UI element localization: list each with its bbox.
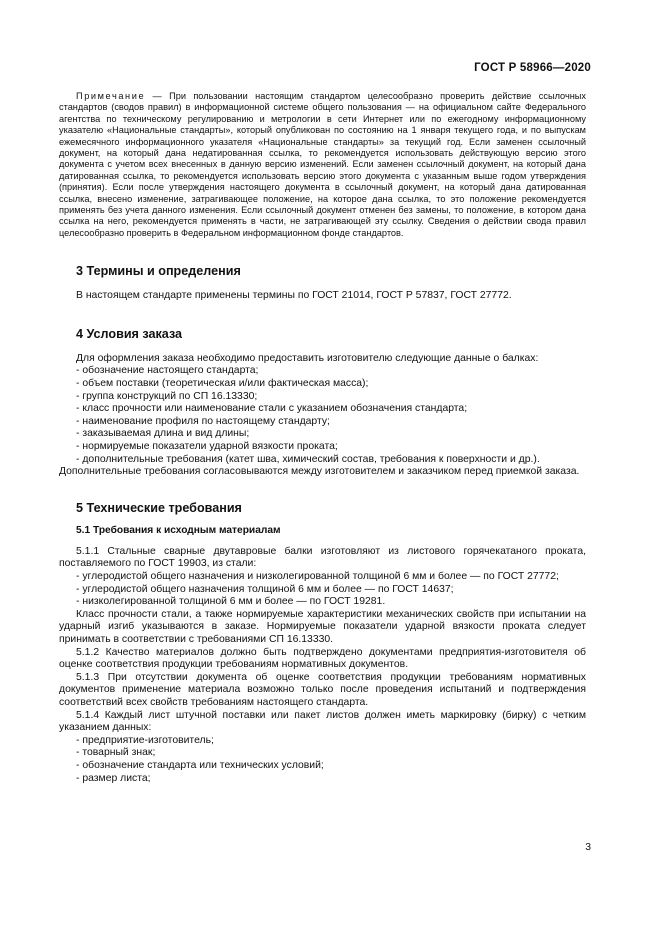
list-item: - нормируемые показатели ударной вязкости проката; <box>76 441 338 453</box>
section-4-intro: Для оформления заказа необходимо предоставить изготовителю следующие данные о балках: <box>76 352 539 364</box>
list-item: - дополнительные требования (катет шва, химический состав, требования к поверхности и др.). <box>76 453 540 465</box>
page-content <box>59 91 586 785</box>
section-3-text: В настоящем стандарте применены термины по ГОСТ 21014, ГОСТ Р 57837, ГОСТ 27772. <box>76 290 512 302</box>
document-code: ГОСТ Р 58966—2020 <box>474 62 591 74</box>
list-item: - обозначение настоящего стандарта; <box>76 365 259 377</box>
paragraph-5-1-2: 5.1.2 Качество материалов должно быть подтверждено документами предприятия-изготовителя об оценке соответствия продукции требованиям нормативных документов. <box>59 646 586 671</box>
list-item: - класс прочности или наименование стали с указанием обозначения стандарта; <box>76 403 468 415</box>
list-item: - углеродистой общего назначения и низколегированной толщиной 6 мм и более — по ГОСТ 27772; <box>76 571 559 582</box>
section-3-title: 3 Термины и определения <box>76 264 241 279</box>
paragraph-5-1-3: 5.1.3 При отсутствии документа об оценке соответствия продукции требованиям нормативных документов применение материала возможно только после проведения испытаний и подтверждения соответствий всех свойств требованиям настоящего стандарта. <box>59 671 586 708</box>
list-item: - размер листа; <box>76 772 151 784</box>
subsection-5-1-title: 5.1 Требования к исходным материалам <box>76 524 281 536</box>
list-item: - обозначение стандарта или технических условий; <box>76 759 324 771</box>
list-item: - низколегированной толщиной 6 мм и более — по ГОСТ 19281. <box>76 596 386 608</box>
section-4-title: 4 Условия заказа <box>76 326 183 341</box>
list-item: - предприятие-изготовитель; <box>76 734 214 746</box>
paragraph-5-1-1: 5.1.1 Стальные сварные двутавровые балки изготовляют из листового горячекатаного проката, поставляемого по ГОСТ 19903, из стали: <box>59 545 586 570</box>
list-item: - группа конструкций по СП 16.13330; <box>76 390 258 402</box>
list-item: - наименование профиля по настоящему стандарту; <box>76 415 330 427</box>
note-label: Примечание <box>76 91 146 101</box>
paragraph-5-1-4: 5.1.4 Каждый лист штучной поставки или пакет листов должен иметь маркировку (бирку) с четким указанием данных: <box>59 709 586 734</box>
page-number: 3 <box>585 842 591 853</box>
list-item: - объем поставки (теоретическая и/или фактическая масса); <box>76 378 369 390</box>
reference-note <box>59 91 586 239</box>
list-item: - углеродистой общего назначения толщиной 6 мм и более — по ГОСТ 14637; <box>76 583 454 595</box>
list-item: - товарный знак; <box>76 747 156 759</box>
paragraph-5-1-1-tail: Класс прочности стали, а также нормируемые характеристики механических свойств при испытании на ударный изгиб указываются в заказе. Нормируемые показатели ударной вязкости проката следует принимать в соответствии с требованиями СП 16.13330. <box>59 608 586 645</box>
list-item: - заказываемая длина и вид длины; <box>76 428 250 440</box>
section-4-closing: Дополнительные требования согласовываются между изготовителем и заказчиком перед приемкой заказа. <box>59 466 580 478</box>
note-text: — При пользовании настоящим стандартом целесообразно проверить действие ссылочных стандартов (сводов правил) в информационной системе общего пользования — на официальном сайте Федерального агентства по техническому регулированию и метрологии в сети Интернет или по ежегодному информационному указателю «Национальные стандарты», который опубликован по состоянию на 1 января текущего года, и по выпускам ежемесячного информационного указателя «Национальные стандарты» за текущий год. Если заменен ссылочный документ, на который дана недатированная ссылка, то рекомендуется использовать действующую версию этого документа с учетом всех внесенных в данную версию изменений. Если заменен ссылочный документ, на который дана датированная ссылка, то рекомендуется использовать версию этого документа с указанным выше годом утверждения (принятия). Если после утверждения настоящего документа в ссылочный документ, на который дана датированная ссылка, внесено изменение, затрагивающее положение, на которое дана ссылка, то это положение рекомендуется применять без учета данного изменения. Если ссылочный документ отменен без замены, то положение, в котором дана ссылка на него, рекомендуется применять в части, не затрагивающей эту ссылку. Сведения о действии свода правил целесообразно проверить в Федеральном информационном фонде стандартов. <box>59 91 586 238</box>
section-5-title: 5 Технические требования <box>76 500 242 515</box>
